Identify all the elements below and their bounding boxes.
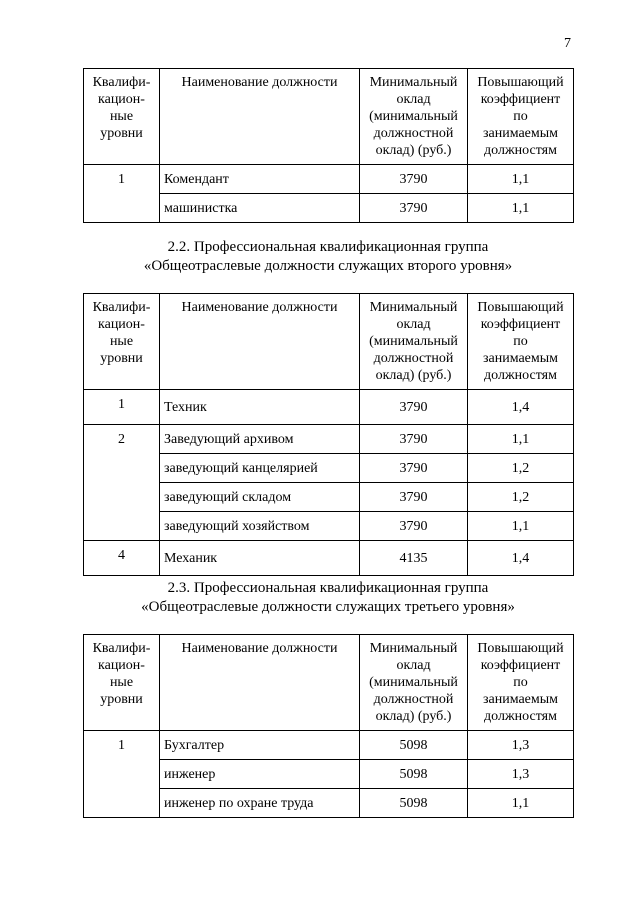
header-line: Квалифи- [92, 641, 151, 656]
min-salary: 5098 [360, 789, 468, 818]
position-name: Механик [160, 541, 360, 576]
header-line: (минимальный [369, 109, 458, 124]
header-qualification-levels [84, 635, 160, 731]
header-min-salary [360, 635, 468, 731]
section-title-line: «Общеотраслевые должности служащих третьего уровня» [141, 599, 515, 615]
min-salary: 5098 [360, 760, 468, 789]
header-line: Минимальный [369, 641, 458, 656]
header-line: должностной [373, 692, 454, 707]
header-line: кацион- [98, 92, 145, 107]
header-line: уровни [100, 126, 143, 141]
qualification-table [83, 293, 574, 576]
table-row [84, 425, 574, 454]
header-raising-coefficient [468, 635, 574, 731]
header-line: кацион- [98, 658, 145, 673]
header-line: оклад [396, 658, 431, 673]
header-line: ные [109, 334, 134, 349]
header-line: Повышающий [477, 300, 564, 315]
header-position-name: Наименование должности [160, 635, 360, 731]
header-row [84, 635, 574, 731]
header-line: Квалифи- [92, 75, 151, 90]
section-title [83, 579, 573, 617]
header-line: уровни [100, 692, 143, 707]
min-salary: 3790 [360, 390, 468, 425]
header-position-name: Наименование должности [160, 294, 360, 390]
header-line: оклад) (руб.) [375, 368, 452, 383]
position-name: инженер [160, 760, 360, 789]
header-min-salary [360, 69, 468, 165]
header-line: коэффициент [480, 658, 561, 673]
position-name: Бухгалтер [160, 731, 360, 760]
min-salary: 3790 [360, 483, 468, 512]
raising-coefficient: 1,2 [468, 454, 574, 483]
qualification-level: 2 [84, 425, 160, 541]
min-salary: 4135 [360, 541, 468, 576]
header-line: (минимальный [369, 334, 458, 349]
header-line: Минимальный [369, 300, 458, 315]
header-line: Повышающий [477, 641, 564, 656]
header-line: должностной [373, 126, 454, 141]
header-line: должностям [484, 143, 557, 158]
header-line: оклад) (руб.) [375, 709, 452, 724]
position-name: заведующий хозяйством [160, 512, 360, 541]
header-qualification-levels [84, 69, 160, 165]
header-line: занимаемым [482, 126, 559, 141]
position-name: Комендант [160, 165, 360, 194]
position-name: инженер по охране труда [160, 789, 360, 818]
header-raising-coefficient [468, 294, 574, 390]
table-row [84, 541, 574, 576]
section-title-line: «Общеотраслевые должности служащих второго уровня» [143, 258, 513, 274]
header-line: коэффициент [480, 317, 561, 332]
header-min-salary [360, 294, 468, 390]
header-line: коэффициент [480, 92, 561, 107]
header-line: оклад [396, 317, 431, 332]
header-line: кацион- [98, 317, 145, 332]
min-salary: 3790 [360, 454, 468, 483]
header-line: Повышающий [477, 75, 564, 90]
qualification-level: 1 [84, 731, 160, 818]
table-row [84, 165, 574, 194]
raising-coefficient: 1,4 [468, 390, 574, 425]
header-line: по [513, 675, 528, 690]
raising-coefficient: 1,3 [468, 760, 574, 789]
raising-coefficient: 1,1 [468, 165, 574, 194]
qualification-level: 4 [84, 541, 160, 576]
header-line: уровни [100, 351, 143, 366]
header-row [84, 69, 574, 165]
raising-coefficient: 1,1 [468, 425, 574, 454]
raising-coefficient: 1,1 [468, 789, 574, 818]
qualification-level: 1 [84, 165, 160, 223]
header-line: по [513, 109, 528, 124]
header-line: оклад [396, 92, 431, 107]
min-salary: 3790 [360, 194, 468, 223]
header-line: должностной [373, 351, 454, 366]
header-line: ные [109, 109, 134, 124]
raising-coefficient: 1,3 [468, 731, 574, 760]
min-salary: 5098 [360, 731, 468, 760]
header-line: Минимальный [369, 75, 458, 90]
raising-coefficient: 1,2 [468, 483, 574, 512]
min-salary: 3790 [360, 512, 468, 541]
header-line: Квалифи- [92, 300, 151, 315]
header-line: занимаемым [482, 692, 559, 707]
header-row [84, 294, 574, 390]
position-name: машинистка [160, 194, 360, 223]
header-line: занимаемым [482, 351, 559, 366]
header-line: должностям [484, 368, 557, 383]
raising-coefficient: 1,1 [468, 194, 574, 223]
header-line: (минимальный [369, 675, 458, 690]
qualification-level: 1 [84, 390, 160, 425]
min-salary: 3790 [360, 425, 468, 454]
position-name: заведующий канцелярией [160, 454, 360, 483]
header-raising-coefficient [468, 69, 574, 165]
table-row [84, 390, 574, 425]
header-position-name: Наименование должности [160, 69, 360, 165]
position-name: заведующий складом [160, 483, 360, 512]
header-line: оклад) (руб.) [375, 143, 452, 158]
header-line: ные [109, 675, 134, 690]
raising-coefficient: 1,1 [468, 512, 574, 541]
qualification-table [83, 634, 574, 818]
min-salary: 3790 [360, 165, 468, 194]
section-title-line: 2.3. Профессиональная квалификационная группа [167, 580, 489, 596]
raising-coefficient: 1,4 [468, 541, 574, 576]
header-line: должностям [484, 709, 557, 724]
header-line: по [513, 334, 528, 349]
page-number: 7 [564, 36, 571, 51]
header-qualification-levels [84, 294, 160, 390]
table-row [84, 731, 574, 760]
section-title [83, 238, 573, 276]
section-title-line: 2.2. Профессиональная квалификационная группа [167, 239, 489, 255]
qualification-table [83, 68, 574, 223]
position-name: Техник [160, 390, 360, 425]
position-name: Заведующий архивом [160, 425, 360, 454]
